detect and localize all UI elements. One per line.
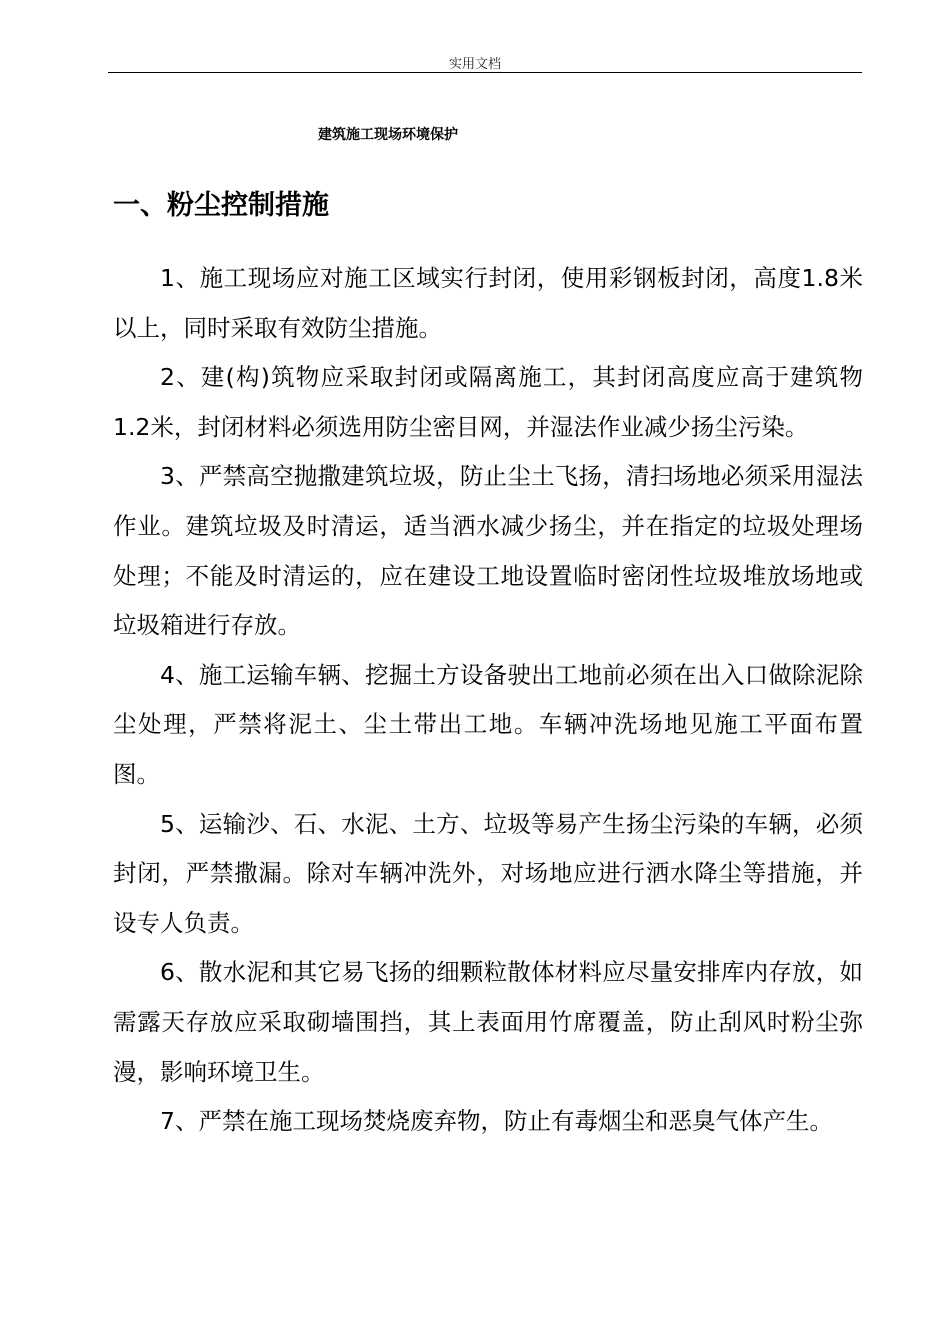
paragraph-1: 1、施工现场应对施工区域实行封闭，使用彩钢板封闭，高度1.8米以上，同时采取有效防尘措施。 [113,264,863,342]
document-body [113,254,863,1147]
section-heading: 一、粉尘控制措施 [113,190,329,221]
header-divider [108,72,862,73]
paragraph-5: 5、运输沙、石、水泥、土方、垃圾等易产生扬尘污染的车辆，必须封闭，严禁撒漏。除对车辆冲洗外，对场地应进行洒水降尘等措施，并设专人负责。 [113,809,863,937]
paragraph-3: 3、严禁高空抛撒建筑垃圾，防止尘土飞扬，清扫场地必须采用湿法作业。建筑垃圾及时清运，适当洒水减少扬尘，并在指定的垃圾处理场处理；不能及时清运的，应在建设工地设置临时密闭性垃圾堆放场地或垃圾箱进行存放。 [113,462,863,640]
paragraph-4: 4、施工运输车辆、挖掘土方设备驶出工地前必须在出入口做除泥除尘处理，严禁将泥土、尘土带出工地。车辆冲洗场地见施工平面布置图。 [113,660,863,788]
paragraph-7: 7、严禁在施工现场焚烧废弃物，防止有毒烟尘和恶臭气体产生。 [160,1107,833,1136]
paragraph-2: 2、建(构)筑物应采取封闭或隔离施工，其封闭高度应高于建筑物1.2米，封闭材料必须选用防尘密目网，并湿法作业减少扬尘污染。 [113,363,863,441]
document-title: 建筑施工现场环境保护 [318,127,458,143]
page-header-label: 实用文档 [448,57,501,72]
paragraph-6: 6、散水泥和其它易飞扬的细颗粒散体材料应尽量安排库内存放，如需露天存放应采取砌墙围挡，其上表面用竹席覆盖，防止刮风时粉尘弥漫，影响环境卫生。 [113,958,863,1086]
